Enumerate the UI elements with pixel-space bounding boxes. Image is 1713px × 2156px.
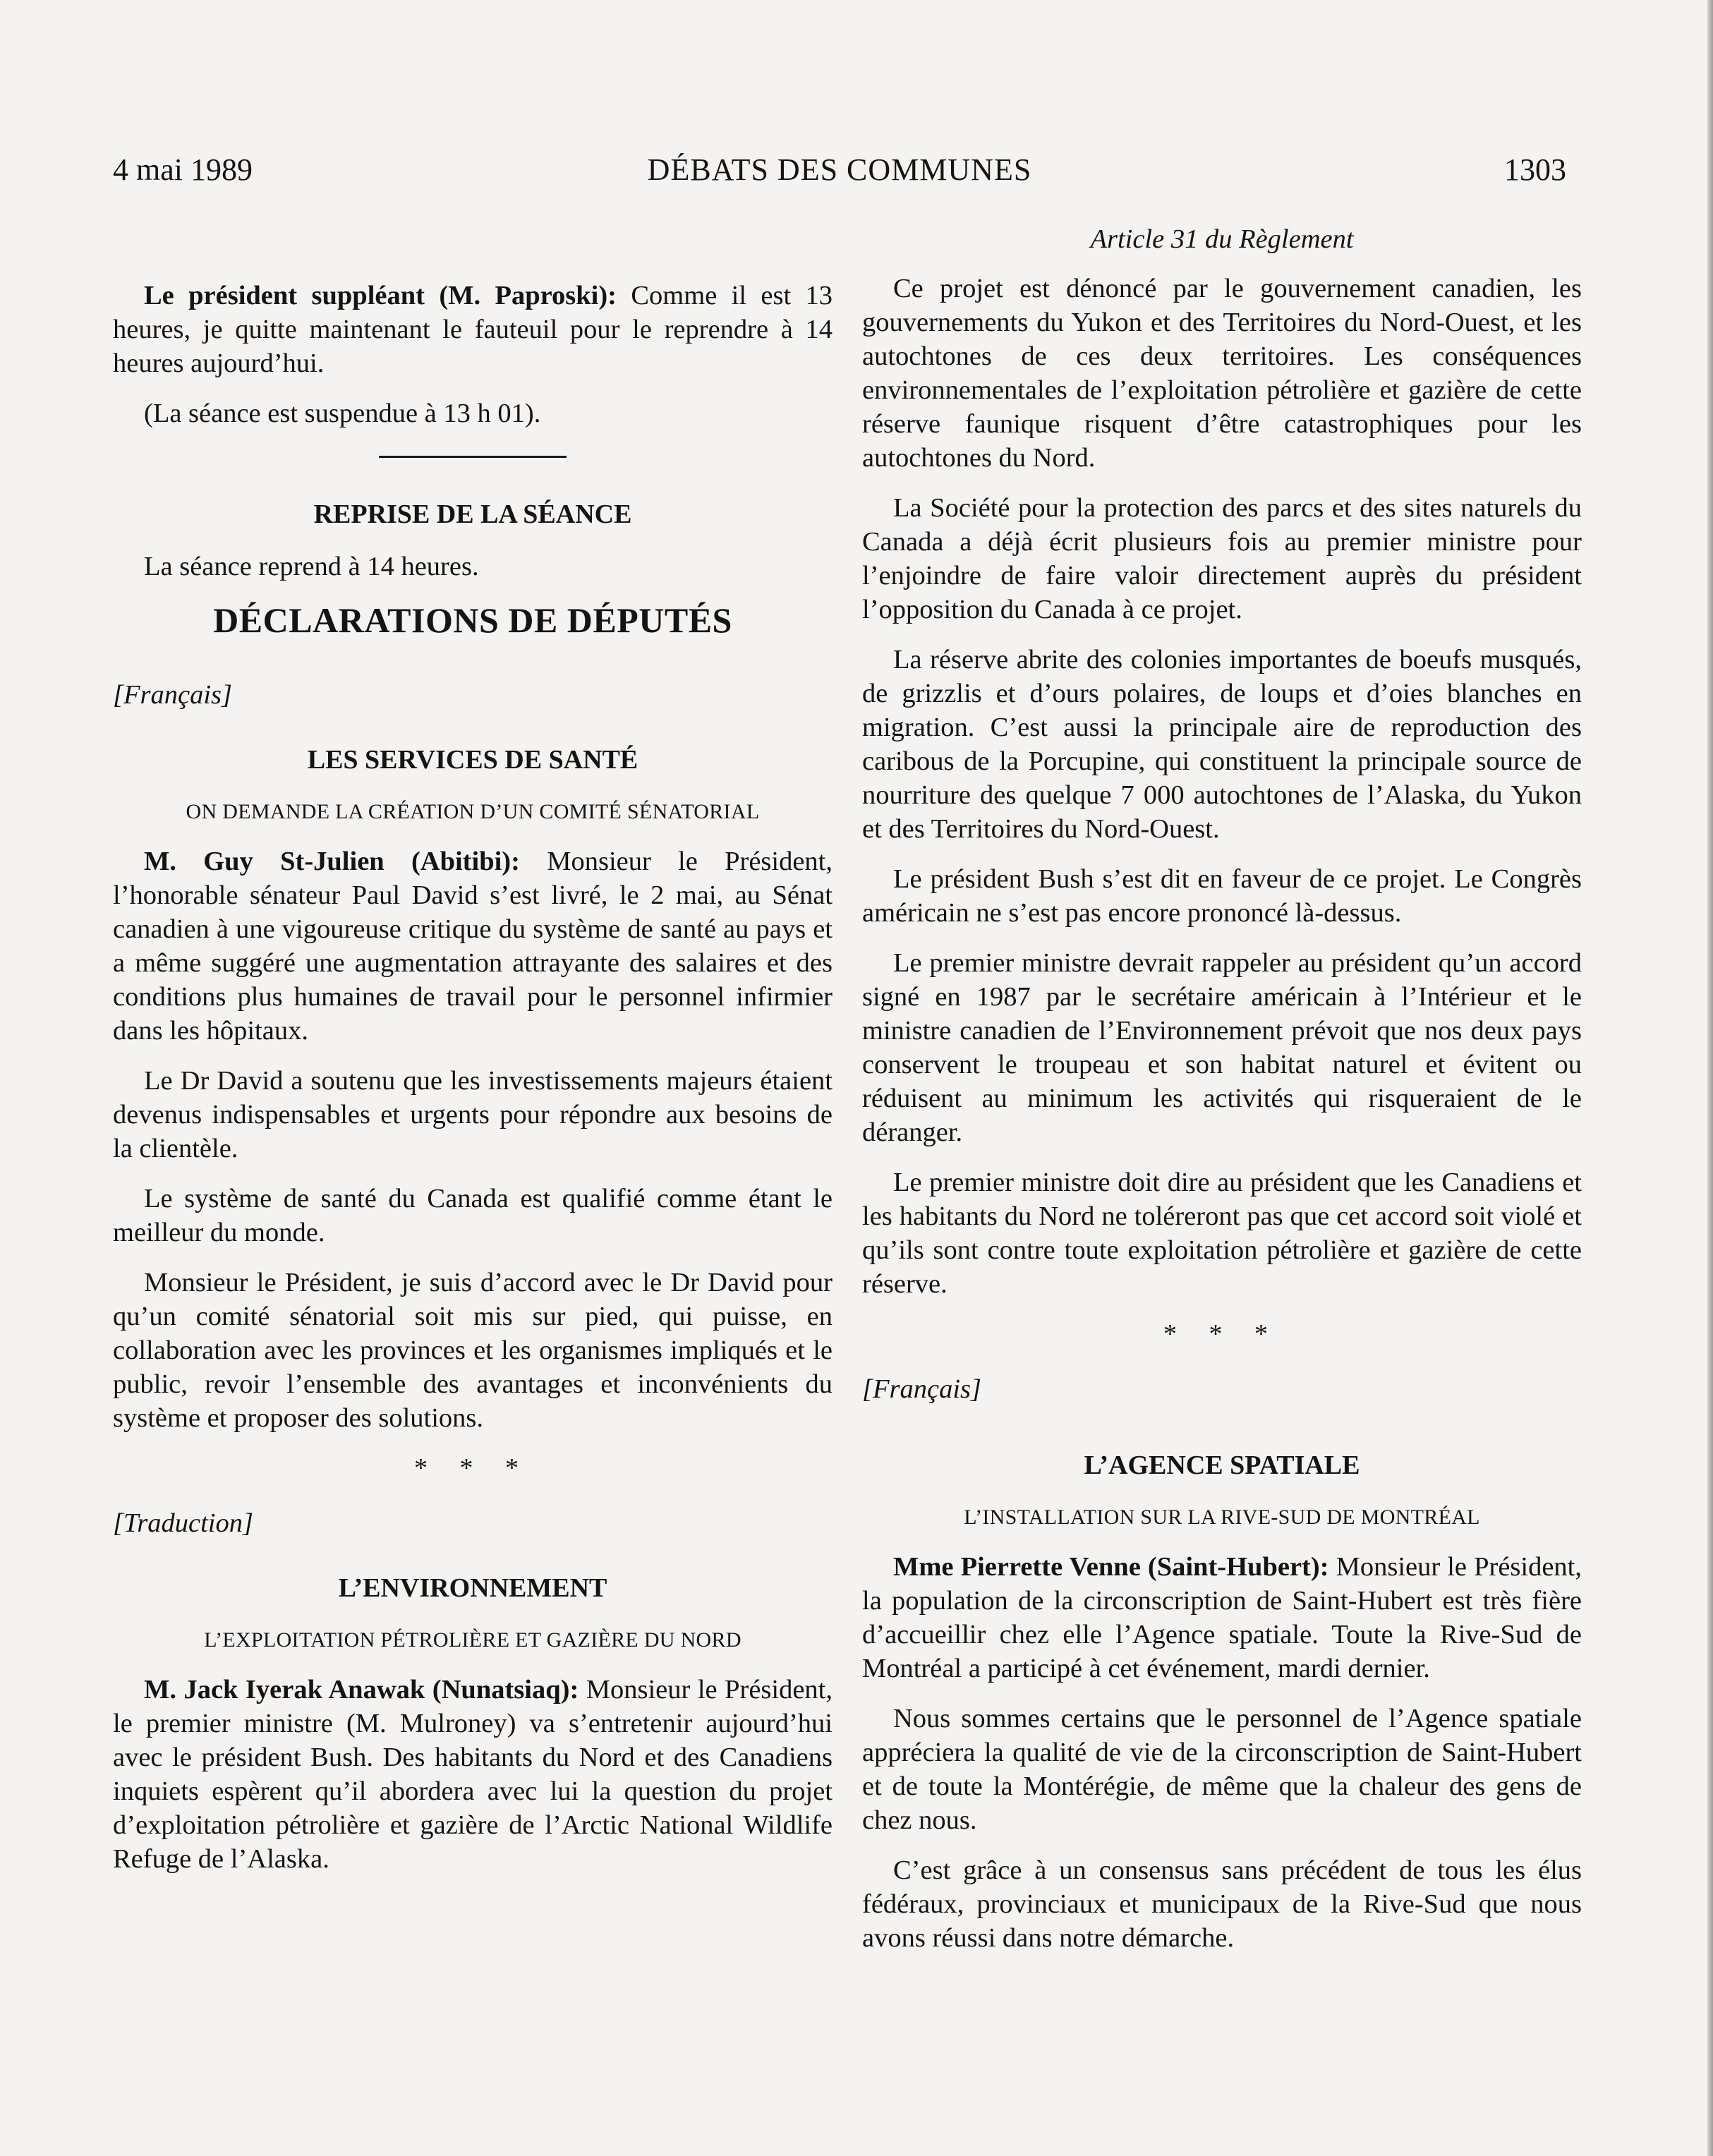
section-heading: REPRISE DE LA SÉANCE <box>313 499 632 529</box>
page-number: 1303 <box>1504 152 1566 187</box>
separator-stars: * * * <box>1163 1319 1281 1349</box>
sub-heading: ON DEMANDE LA CRÉATION D’UN COMITÉ SÉNATORIAL <box>186 800 760 823</box>
section-divider <box>379 456 567 458</box>
separator-stars: * * * <box>414 1453 531 1483</box>
paragraph <box>113 1673 833 1876</box>
paragraph-text: Comme il est 13 heures, je quitte maintenant le fauteuil pour le reprendre à 14 heures aujourd’hui. <box>113 281 833 378</box>
paragraph: Monsieur le Président, je suis d’accord avec le Dr David pour qu’un comité sénatorial soit mis sur pied, qui puisse, en collaboration avec les provinces et les organismes impliqués et le public, revoir l’ensemble des avantages et inconvénients du système et proposer des solutions. <box>113 1268 833 1433</box>
paragraph: Ce projet est dénoncé par le gouvernement canadien, les gouvernements du Yukon et des Territoires du Nord-Ouest, et les autochtones de ces deux territoires. Les conséquences environnementales de l’exploitation pétrolière et gazière de cette réserve faunique risquent d’être catastrophiques pour les autochtones du Nord. <box>862 274 1582 473</box>
section-heading: L’AGENCE SPATIALE <box>1084 1451 1360 1480</box>
paragraph: Le Dr David a soutenu que les investissements majeurs étaient devenus indispensables et urgents pour répondre aux besoins de la clientèle. <box>113 1066 833 1163</box>
right-column <box>862 222 1582 1971</box>
language-marker: [Français] <box>113 680 232 710</box>
sub-heading: L’EXPLOITATION PÉTROLIÈRE ET GAZIÈRE DU NORD <box>204 1628 742 1652</box>
language-marker: [Français] <box>862 1374 981 1404</box>
paragraph-text: Monsieur le Président, la population de la circonscription de Saint-Hubert est très fière d’accueillir chez elle l’Agence spatiale. Toute la Rive-Sud de Montréal a participé à cet événement, mardi dernier. <box>862 1552 1582 1683</box>
sub-heading: L’INSTALLATION SUR LA RIVE-SUD DE MONTRÉAL <box>964 1506 1480 1529</box>
speaker-name: Le président suppléant (M. Paproski): <box>144 281 617 310</box>
paragraph: C’est grâce à un consensus sans précédent de tous les élus fédéraux, provinciaux et municipaux de la Rive-Sud que nous avons réussi dans notre démarche. <box>862 1855 1582 1953</box>
major-heading: DÉCLARATIONS DE DÉPUTÉS <box>213 600 732 640</box>
paragraph-text: Monsieur le Président, l’honorable sénateur Paul David s’est livré, le 2 mai, au Sénat canadien à une vigoureuse critique du système de santé au pays et a même suggéré une augmentation attrayante des salaires et des conditions plus humaines de travail pour le personnel infirmier dans les hôpitaux. <box>113 847 833 1046</box>
paragraph: (La séance est suspendue à 13 h 01). <box>144 399 541 428</box>
paragraph: Le premier ministre devrait rappeler au président qu’un accord signé en 1987 par le secrétaire américain à l’Intérieur et le ministre canadien de l’Environnement prévoit que nos deux pays conservent le troupeau et son habitat naturel et évitent ou réduisent au minimum les activités qui risqueraient de le déranger. <box>862 948 1582 1147</box>
paragraph: La réserve abrite des colonies importantes de boeufs musqués, de grizzlis et d’ours polaires, de loups et d’oies blanches en migration. C’est aussi la principale aire de reproduction des caribous de la Porcupine, qui constituent la principale source de nourriture des quelque 7 000 autochtones de l’Alaska, du Yukon et des Territoires du Nord-Ouest. <box>862 645 1582 844</box>
paragraph-text: Monsieur le Président, le premier ministre (M. Mulroney) va s’entretenir aujourd’hui avec le président Bush. Des habitants du Nord et des Canadiens inquiets espèrent qu’il abordera avec lui la question du projet d’exploitation pétrolière et gazière de l’Arctic National Wildlife Refuge de l’Alaska. <box>113 1675 833 1874</box>
paragraph <box>113 279 833 380</box>
article-reference: Article 31 du Règlement <box>1090 224 1354 254</box>
paragraph: Le premier ministre doit dire au président que les Canadiens et les habitants du Nord ne toléreront pas que cet accord soit violé et qu’ils sont contre toute exploitation pétrolière et gazière de cette réserve. <box>862 1168 1582 1299</box>
section-heading: LES SERVICES DE SANTÉ <box>307 745 638 775</box>
paragraph <box>862 1550 1582 1685</box>
paragraph <box>113 844 833 1048</box>
scan-edge <box>1707 0 1713 2156</box>
left-column <box>113 222 833 1892</box>
paragraph: La Société pour la protection des parcs et des sites naturels du Canada a déjà écrit plusieurs fois au premier ministre pour l’enjoindre de faire valoir directement auprès du président l’opposition du Canada à ce projet. <box>862 493 1582 624</box>
paragraph: Le président Bush s’est dit en faveur de ce projet. Le Congrès américain ne s’est pas encore prononcé là-dessus. <box>862 864 1582 928</box>
speaker-name: Mme Pierrette Venne (Saint-Hubert): <box>893 1552 1329 1582</box>
speaker-name: M. Jack Iyerak Anawak (Nunatsiaq): <box>144 1675 579 1704</box>
language-marker: [Traduction] <box>113 1508 253 1538</box>
paragraph: Le système de santé du Canada est qualifié comme étant le meilleur du monde. <box>113 1184 833 1247</box>
paragraph: La séance reprend à 14 heures. <box>144 552 479 581</box>
paragraph: Nous sommes certains que le personnel de l’Agence spatiale appréciera la qualité de vie de la circonscription de Saint-Hubert et de toute la Montérégie, de même que la chaleur des gens de chez nous. <box>862 1704 1582 1835</box>
header-date: 4 mai 1989 <box>113 152 253 187</box>
section-heading: L’ENVIRONNEMENT <box>338 1573 607 1603</box>
header-title: DÉBATS DES COMMUNES <box>647 152 1032 187</box>
speaker-name: M. Guy St-Julien (Abitibi): <box>144 847 520 876</box>
page-header <box>113 152 1566 194</box>
